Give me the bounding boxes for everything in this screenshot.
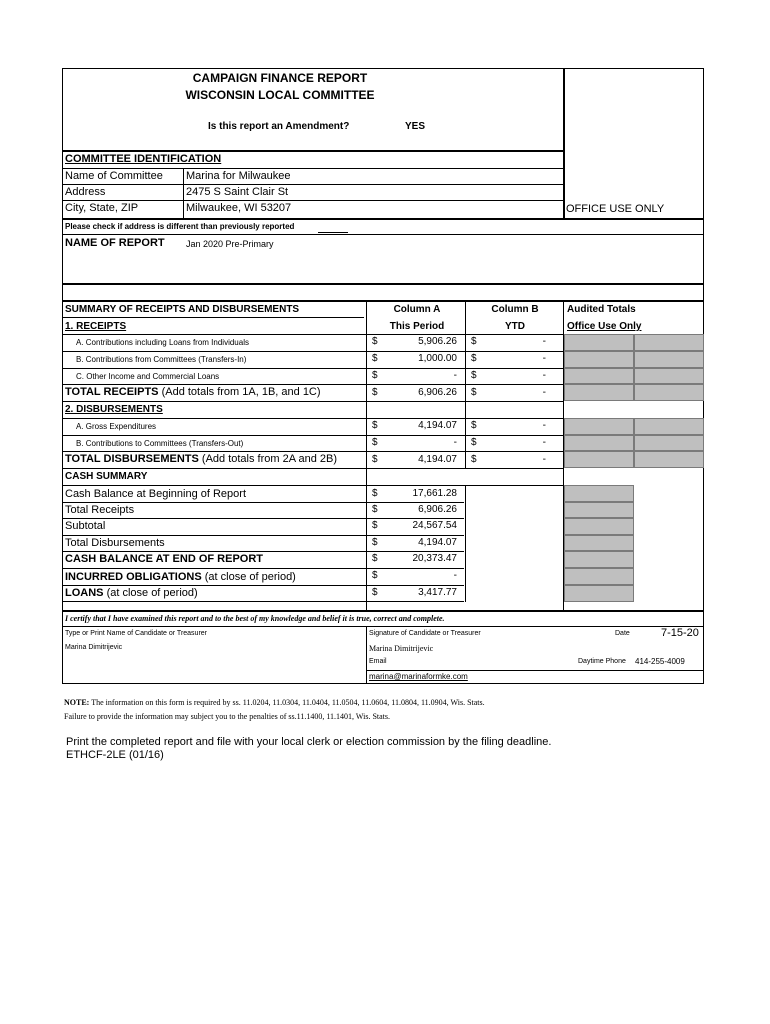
loans-row <box>65 587 198 599</box>
rule <box>62 334 564 335</box>
rule <box>62 468 564 469</box>
disbursement-label: A. Gross Expenditures <box>76 422 157 431</box>
office-column-divider <box>563 68 565 218</box>
rule <box>62 551 464 552</box>
total-receipts-a[interactable]: 6,906.26 <box>418 387 457 398</box>
rule <box>62 626 704 627</box>
city-field[interactable]: Milwaukee, WI 53207 <box>186 202 292 214</box>
audited-cell <box>634 435 704 451</box>
disbursement-b-field[interactable]: - <box>542 420 546 431</box>
rule <box>366 670 704 671</box>
currency-sign: $ <box>471 353 477 364</box>
print-instructions: Print the completed report and file with your local clerk or election commission by the filing deadline. <box>66 736 552 748</box>
receipt-label: A. Contributions including Loans from Individuals <box>76 338 249 347</box>
rule <box>62 317 364 318</box>
audited-cell <box>564 351 634 368</box>
receipts-title: 1. RECEIPTS <box>65 321 127 332</box>
rule <box>62 150 563 152</box>
total-receipts-b[interactable]: - <box>542 387 546 398</box>
total-disbursements-b[interactable]: - <box>542 454 546 465</box>
rule <box>62 568 464 569</box>
report-name-label: NAME OF REPORT <box>65 237 165 249</box>
receipt-b-field[interactable]: - <box>542 336 546 347</box>
audited-cell <box>564 518 634 535</box>
receipt-a-field[interactable]: 5,906.26 <box>418 336 457 347</box>
phone-label: Daytime Phone <box>578 658 626 665</box>
total-disbursements-note: (Add totals from 2A and 2B) <box>201 453 338 465</box>
receipt-label: B. Contributions from Committees (Transfers-In) <box>76 355 247 364</box>
rule <box>62 401 564 402</box>
office-use-only-label: OFFICE USE ONLY <box>566 203 665 215</box>
audited-cell <box>564 535 634 551</box>
currency-sign: $ <box>471 420 477 431</box>
rule <box>62 435 564 436</box>
cash-row-value[interactable]: 17,661.28 <box>412 488 457 499</box>
column-a-subtitle: This Period <box>389 321 445 332</box>
rule <box>62 535 464 536</box>
report-name-field[interactable]: Jan 2020 Pre-Primary <box>186 239 274 249</box>
audited-cell <box>634 451 704 468</box>
rule <box>62 601 464 602</box>
committee-name-field[interactable]: Marina for Milwaukee <box>186 170 291 182</box>
total-receipts-row <box>65 386 321 398</box>
rule <box>62 218 704 220</box>
currency-sign: $ <box>372 488 378 499</box>
cash-summary-title: CASH SUMMARY <box>65 471 148 482</box>
rule <box>62 234 704 235</box>
audited-cell <box>564 568 634 585</box>
cert-divider <box>366 626 367 684</box>
rule <box>62 585 464 586</box>
currency-sign: $ <box>372 520 378 531</box>
rule <box>62 418 564 419</box>
audited-cell <box>564 368 634 384</box>
audited-cell <box>564 502 634 518</box>
cash-row-label: Total Disbursements <box>65 537 165 549</box>
column-b-title: Column B <box>491 304 539 315</box>
cash-row-label: Subtotal <box>65 520 106 532</box>
audited-totals-title: Audited Totals <box>567 304 636 315</box>
rule <box>62 283 704 285</box>
audited-cell <box>564 585 634 602</box>
rule <box>62 351 564 352</box>
audited-cell <box>634 334 704 351</box>
incurred-obligations-note: (at close of period) <box>204 571 296 583</box>
currency-sign: $ <box>372 570 378 581</box>
rule <box>62 610 704 612</box>
col-divider <box>366 300 367 610</box>
cash-end-value[interactable]: 20,373.47 <box>412 553 457 564</box>
receipt-b-field[interactable]: - <box>542 370 546 381</box>
cash-row-value[interactable]: 6,906.26 <box>418 504 457 515</box>
legal-note <box>64 698 485 707</box>
address-check-line[interactable] <box>318 232 348 233</box>
incurred-obligations-label: INCURRED OBLIGATIONS <box>65 571 202 583</box>
currency-sign: $ <box>471 387 477 398</box>
receipt-a-field[interactable]: - <box>453 370 457 381</box>
rule <box>62 200 563 201</box>
currency-sign: $ <box>372 387 378 398</box>
currency-sign: $ <box>372 336 378 347</box>
committee-section-title: COMMITTEE IDENTIFICATION <box>65 153 222 165</box>
total-receipts-label: TOTAL RECEIPTS <box>65 386 159 398</box>
rule <box>62 300 704 302</box>
currency-sign: $ <box>372 587 378 598</box>
audited-cell <box>634 418 704 435</box>
email-label: Email <box>369 658 387 665</box>
disbursement-label: B. Contributions to Committees (Transfers-Out) <box>76 439 244 448</box>
audited-cell <box>634 351 704 368</box>
rule <box>62 384 564 385</box>
currency-sign: $ <box>471 370 477 381</box>
rule <box>62 168 563 169</box>
certification-statement: I certify that I have examined this report and to the best of my knowledge and belief it is true, correct and complete. <box>65 614 445 623</box>
committee-name-label: Name of Committee <box>65 170 163 182</box>
audited-totals-subtitle: Office Use Only <box>567 321 642 332</box>
address-change-note: Please check if address is different than previously reported <box>65 222 295 231</box>
loans-label: LOANS <box>65 587 104 599</box>
currency-sign: $ <box>372 437 378 448</box>
email-field[interactable]: marina@marinaformke.com <box>369 672 468 681</box>
summary-title: SUMMARY OF RECEIPTS AND DISBURSEMENTS <box>65 304 300 315</box>
note-text: The information on this form is required by ss. 11.0204, 11.0304, 11.0404, 11.0504, 11.0604, 11.0804, 11.0904, Wis. Stats. <box>91 698 485 707</box>
form-id: ETHCF-2LE (01/16) <box>66 749 164 761</box>
amendment-answer[interactable]: YES <box>405 121 426 132</box>
currency-sign: $ <box>372 553 378 564</box>
currency-sign: $ <box>372 454 378 465</box>
total-disbursements-label: TOTAL DISBURSEMENTS <box>65 453 199 465</box>
disbursements-title: 2. DISBURSEMENTS <box>65 404 163 415</box>
print-name-field[interactable]: Marina Dimitrijevic <box>65 644 123 651</box>
receipt-label: C. Other Income and Commercial Loans <box>76 372 220 381</box>
total-disbursements-a[interactable]: 4,194.07 <box>418 454 457 465</box>
receipt-a-field[interactable]: 1,000.00 <box>418 353 457 364</box>
signature-field[interactable]: Marina Dimitrijevic <box>369 644 434 653</box>
audited-cell <box>634 384 704 401</box>
form-title-line1: CAMPAIGN FINANCE REPORT <box>192 71 368 85</box>
address-field[interactable]: 2475 S Saint Clair St <box>186 186 289 198</box>
currency-sign: $ <box>372 353 378 364</box>
column-a-title: Column A <box>393 304 441 315</box>
currency-sign: $ <box>471 454 477 465</box>
cash-row-label: Total Receipts <box>65 504 135 516</box>
disbursement-b-field[interactable]: - <box>542 437 546 448</box>
currency-sign: $ <box>372 420 378 431</box>
cash-row-value[interactable]: 4,194.07 <box>418 537 457 548</box>
date-field[interactable]: 7-15-20 <box>661 627 699 639</box>
loans-value[interactable]: 3,417.77 <box>418 587 457 598</box>
currency-sign: $ <box>372 504 378 515</box>
disbursement-a-field[interactable]: 4,194.07 <box>418 420 457 431</box>
rule <box>62 184 563 185</box>
col-divider <box>465 485 466 602</box>
cash-end-label: CASH BALANCE AT END OF REPORT <box>65 553 263 565</box>
signature-label: Signature of Candidate or Treasurer <box>369 630 481 637</box>
note-label: NOTE: <box>64 698 90 707</box>
currency-sign: $ <box>372 370 378 381</box>
phone-field[interactable]: 414-255-4009 <box>635 657 685 666</box>
rule <box>62 518 464 519</box>
audited-cell <box>564 485 634 502</box>
amendment-question: Is this report an Amendment? <box>208 121 350 132</box>
audited-cell <box>564 435 634 451</box>
committee-divider <box>183 168 184 218</box>
loans-note: (at close of period) <box>106 587 198 599</box>
disbursement-a-field[interactable]: - <box>453 437 457 448</box>
rule <box>62 368 564 369</box>
total-disbursements-row <box>65 453 337 465</box>
audited-cell <box>564 384 634 401</box>
cash-row-label: Cash Balance at Beginning of Report <box>65 488 247 500</box>
audited-cell <box>564 418 634 435</box>
date-label: Date <box>615 630 630 637</box>
print-name-label: Type or Print Name of Candidate or Treasurer <box>65 630 208 637</box>
form-title-line2: WISCONSIN LOCAL COMMITTEE <box>185 88 375 102</box>
receipt-b-field[interactable]: - <box>542 353 546 364</box>
cash-row-value[interactable]: 24,567.54 <box>412 520 457 531</box>
audited-cell <box>564 451 634 468</box>
address-label: Address <box>65 186 106 198</box>
penalty-note: Failure to provide the information may subject you to the penalties of ss.11.1400, 11.1401, Wis. Stats. <box>64 712 391 721</box>
audited-cell <box>634 368 704 384</box>
city-label: City, State, ZIP <box>65 202 139 214</box>
column-b-subtitle: YTD <box>505 321 525 332</box>
currency-sign: $ <box>372 537 378 548</box>
currency-sign: $ <box>471 336 477 347</box>
total-receipts-note: (Add totals from 1A, 1B, and 1C) <box>161 386 321 398</box>
incurred-obligations-row <box>65 571 296 583</box>
audited-cell <box>564 551 634 568</box>
currency-sign: $ <box>471 437 477 448</box>
rule <box>62 502 464 503</box>
rule <box>62 485 564 486</box>
audited-cell <box>564 334 634 351</box>
rule <box>62 451 564 452</box>
incurred-obligations-value[interactable]: - <box>453 570 457 581</box>
